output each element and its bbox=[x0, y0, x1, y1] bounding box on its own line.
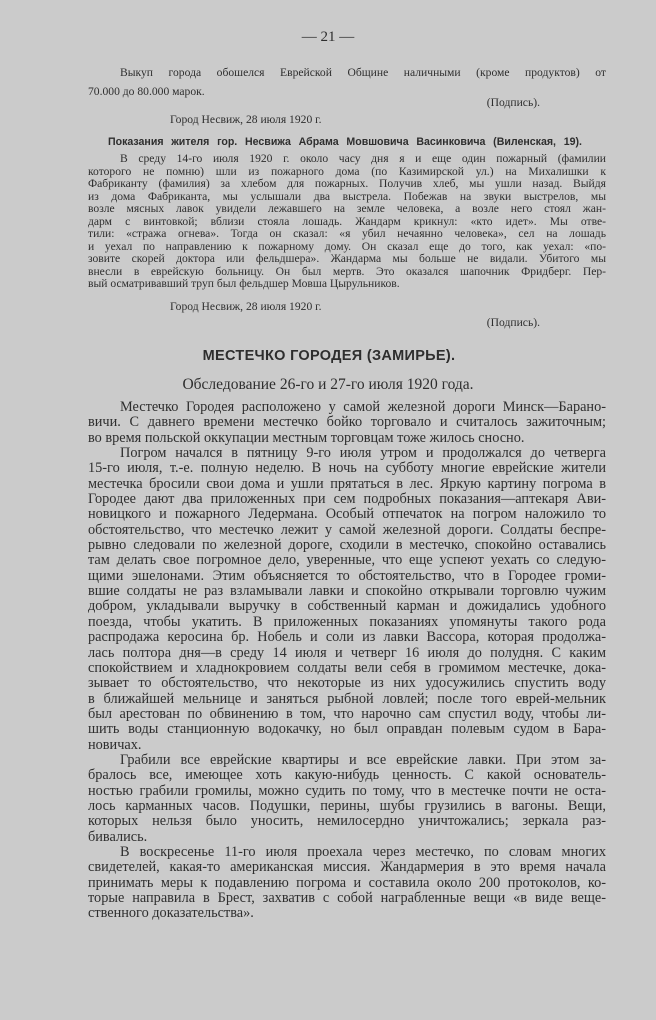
place-date: Город Несвиж, 28 июля 1920 г. bbox=[170, 300, 322, 313]
text-line: во время польской оккупации местным торговцам тоже жилось сносно. bbox=[88, 429, 525, 446]
text-line: рывно следовали по железной дороге, сходили в местечко, спокойно оставались bbox=[88, 537, 606, 554]
text-line: внесли в еврейскую больницу. Он был мертв. Это оказался шапочник Фридберг. Пер- bbox=[88, 264, 606, 278]
text-line: дарм с винтовкой; вблизи стояла лошадь. Жандарм крикнул: «кто идет». Мы отве- bbox=[88, 214, 606, 228]
section-body bbox=[88, 400, 606, 922]
text-line: новицкого и пожарного Ледермана. Особый отпечаток на погром наложило то bbox=[88, 506, 606, 523]
text-line: 70.000 до 80.000 марок. bbox=[88, 84, 205, 98]
text-line: обстоятельство, что местечко лежит у самой железной дороги. Солдаты беспре- bbox=[88, 521, 606, 538]
text-line: бралось все, имеющее хоть какую-нибудь ценность. С какой основатель- bbox=[88, 767, 606, 784]
place-date: Город Несвиж, 28 июля 1920 г. bbox=[170, 113, 322, 126]
text-line: лась полтора дня—в среду 14 июля и четверг 16 июля до полудня. С каким bbox=[88, 644, 606, 661]
text-line: принимать меры к подавлению погрома и составила около 200 протоколов, ко- bbox=[88, 874, 606, 891]
testimony-paragraph bbox=[88, 153, 606, 291]
text-line: вый осматривавший труп был фельдшер Мовша Цырульников. bbox=[88, 277, 400, 291]
text-line: щими эшелонами. Этим объясняется то обстоятельство, что в Городее громи- bbox=[88, 567, 606, 584]
text-line: из дома Фабриканта, мы услышали два выстрела. Побежав на звуки выстрелов, мы bbox=[88, 189, 606, 203]
text-line: Погром начался в пятницу 9-го июля утром и продолжался до четверга bbox=[120, 445, 606, 462]
text-line: Фабриканту (фамилия) за хлебом для пожарных. Получив хлеб, мы ушли назад. Выйдя bbox=[88, 177, 606, 191]
paragraph bbox=[88, 753, 606, 845]
text-line: зовите скорей доктора или фельдшера». Жандарма мы больше не видали. Убитого мы bbox=[88, 252, 606, 266]
section-subtitle: Обследование 26-го и 27-го июля 1920 года. bbox=[182, 376, 474, 393]
text-line: зывает то обстоятельство, что некоторые из них удосужились спустить воду bbox=[88, 675, 606, 692]
paragraph bbox=[88, 845, 606, 922]
text-line: ностью грабили громилы, можно судить по тому, что в местечке почти не оста- bbox=[88, 782, 606, 799]
text-line: Грабили все еврейские квартиры и все еврейские лавки. При этом за- bbox=[120, 751, 606, 768]
text-line: Местечко Городея расположено у самой железной дороги Минск—Барано- bbox=[120, 399, 606, 415]
signature: (Подпись). bbox=[486, 316, 540, 329]
text-line: 15-го июля, т.-е. полную неделю. В ночь на субботу многие еврейские жители bbox=[88, 460, 606, 477]
text-line: которых нельзя было уносить, немилосердно уничтожались; зеркала раз- bbox=[88, 813, 606, 830]
text-line: поезда, чтобы укатить. В приложенных показаниях упомянуты такого рода bbox=[88, 613, 606, 630]
text-line: вичи. С давнего времени местечко бойко торговало и считалось зажиточным; bbox=[88, 414, 606, 431]
text-line: был арестован по обвинению в том, что нарочно сам спустил воду, чтобы ли- bbox=[88, 705, 606, 722]
section-title: МЕСТЕЧКО ГОРОДЕЯ (ЗАМИРЬЕ). bbox=[202, 348, 456, 364]
text-line: Выкуп города обошелся Еврейской Общине наличными (кроме продуктов) от bbox=[120, 66, 606, 79]
text-line: тили: «стража огнева». Тогда он сказал: «я убил нечаянно человека», сел на лошадь bbox=[88, 227, 606, 241]
text-line: распродажа керосина бр. Нобель и соли из лавки Вассора, которая продолжа- bbox=[88, 629, 606, 646]
text-line: ственного доказательства». bbox=[88, 905, 254, 922]
paragraph bbox=[88, 400, 606, 446]
text-line: местечка бросили свои дома и ушли прятаться в лес. Яркую картину погрома в bbox=[88, 475, 606, 492]
text-line: добром, укладывали выручку в собственный карман и дожидались удобного bbox=[88, 598, 606, 615]
text-line: В среду 14-го июля 1920 г. около часу дня я и еще один пожарный (фамилии bbox=[120, 152, 606, 165]
text-line: лось карманных часов. Подушки, перины, шубы грузились в вагоны. Вещи, bbox=[88, 797, 606, 814]
text-line: свидетелей, какая-то американская миссия. Жандармерия в это время начала bbox=[88, 859, 606, 876]
ransom-paragraph bbox=[88, 67, 606, 98]
page-number: — 21 — bbox=[301, 29, 355, 45]
text-line: вшие солдаты не раз взламывали лавки и спокойно открывали торговлю чужим bbox=[88, 583, 606, 600]
text-line: торые направила в Брест, захватив с собой награбленные вещи «в виде веще- bbox=[88, 890, 606, 906]
text-line: которого не помню) шли из пожарного дома (по Казимирской ул.) на Михалишки к bbox=[88, 164, 606, 178]
text-line: спокойствием и хладнокровием солдаты вели себя в громимом местечке, дока- bbox=[88, 659, 606, 676]
paragraph bbox=[88, 446, 606, 753]
text-line: в ближайшей мельнице и заняться рыбной ловлей; после того еврей-мельник bbox=[88, 690, 606, 707]
text-line: там делать свое погромное дело, уверенные, что еще успеют уехать со следую- bbox=[88, 552, 606, 569]
text-line: бивались. bbox=[88, 828, 148, 845]
text-line: Городее дают два приложенных при сем подробных показания—аптекаря Ави- bbox=[88, 491, 606, 508]
text-line: В воскресенье 11-го июля проехала через местечко, по словам многих bbox=[120, 843, 606, 860]
text-line: возле мясных лавок увидели лежавшего на земле человека, а возле него стоял жан- bbox=[88, 202, 606, 216]
testimony-heading: Показания жителя гор. Несвижа Абрама Мовшовича Васинковича (Виленская, 19). bbox=[108, 136, 582, 148]
text-line: новичах. bbox=[88, 736, 142, 753]
text-line: шить воды станционную водокачку, но был оправдан полевым судом в Бара- bbox=[88, 721, 606, 738]
signature: (Подпись). bbox=[486, 96, 540, 109]
text-line: и уехал по направлению к пожарному дому. Он сказал еще до того, как уехал: «по- bbox=[88, 239, 606, 253]
